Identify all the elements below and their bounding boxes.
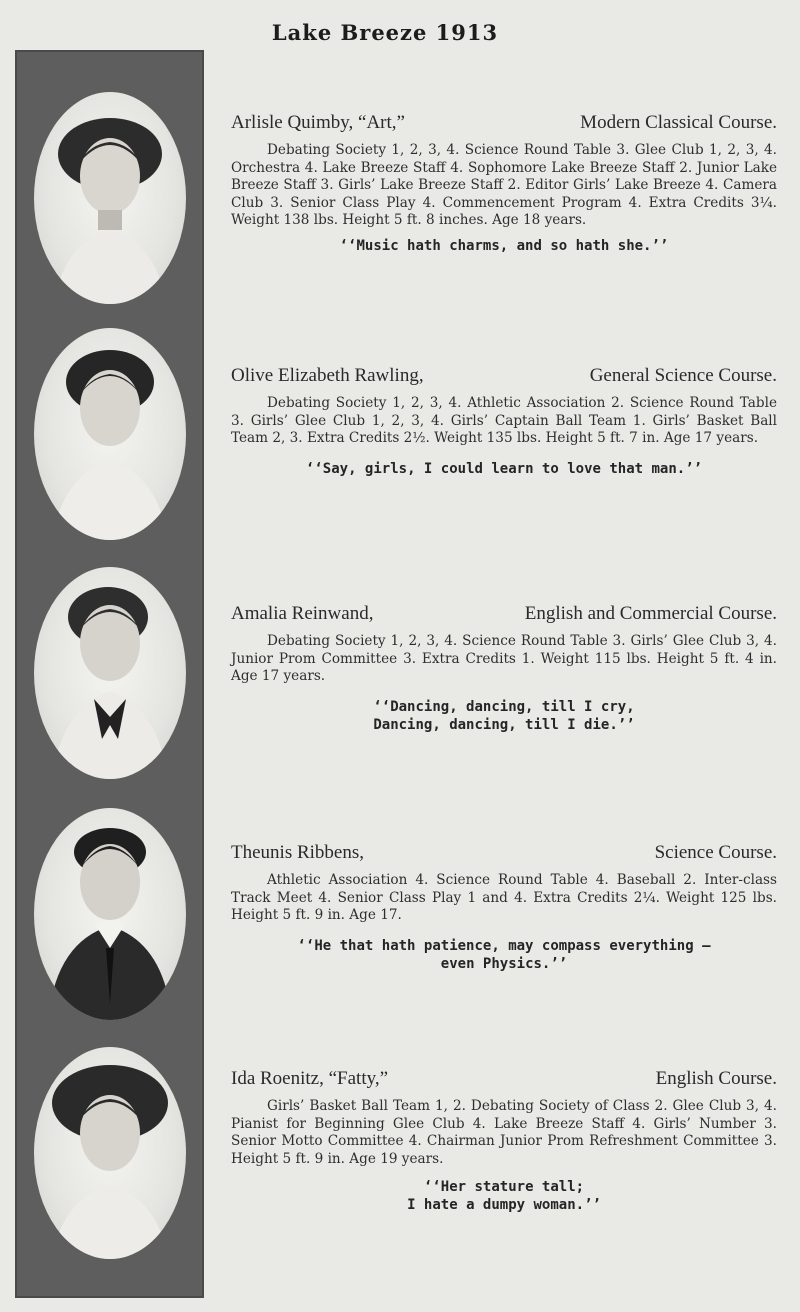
student-course: Modern Classical Course. [580,112,777,133]
student-course: General Science Course. [589,365,777,386]
quote-line: ‘‘Say, girls, I could learn to love that man.’’ [305,460,703,477]
student-entry [231,365,777,478]
portrait-photo-image [34,92,186,304]
student-quote [231,937,777,973]
name-line [231,1068,777,1090]
name-line [231,365,777,387]
quote-line: ‘‘Music hath charms, and so hath she.’’ [339,237,669,254]
student-course: Science Course. [654,842,777,863]
student-quote [231,1178,777,1214]
student-entry [231,1068,777,1214]
page-title: Lake Breeze 1913 [271,20,499,45]
quote-line: I hate a dumpy woman.’’ [407,1197,601,1214]
student-quote [231,460,777,478]
student-course: English and Commercial Course. [524,603,777,624]
quote-line: even Physics.’’ [440,955,568,972]
portrait-photo [34,808,186,1020]
student-details: Debating Society 1, 2, 3, 4. Athletic Association 2. Science Round Table 3. Girls’ Glee Club 1, 2, 3, 4. Girls’ Captain Ball Team 1. Girls’ Basket Ball Team 2, 3. Extra Credits 2½. Weight 135 lbs. Height 5 ft. 7 in. Age 17 years. [231,395,777,447]
student-details: Girls’ Basket Ball Team 1, 2. Debating Society of Class 2. Glee Club 3, 4. Pianist for Beginning Glee Club 4. Lake Breeze Staff 4. Girls’ Number 3. Senior Motto Committee 4. Chairman Junior Prom Refreshment Committee 3. Height 5 ft. 9 in. Age 19 years. [231,1098,777,1167]
portrait-photo [34,1047,186,1259]
student-entry [231,842,777,973]
student-name: Arlisle Quimby, “Art,” [231,112,405,133]
name-line [231,603,777,625]
quote-line: ‘‘He that hath patience, may compass everything — [297,937,711,954]
student-details: Debating Society 1, 2, 3, 4. Science Round Table 3. Glee Club 1, 2, 3, 4. Orchestra 4. Lake Breeze Staff 4. Sophomore Lake Breeze Staff 2. Junior Lake Breeze Staff 3. Girls’ Lake Breeze Staff 2. Editor Girls’ Lake Breeze 4. Camera Club 3. Senior Class Play 4. Commencement Program 4. Extra Credits 3¼. Weight 138 lbs. Height 5 ft. 8 inches. Age 18 years. [231,142,777,229]
student-name: Amalia Reinwand, [231,603,374,624]
student-quote [231,698,777,734]
student-details: Debating Society 1, 2, 3, 4. Science Round Table 3. Girls’ Glee Club 3, 4. Junior Prom Committee 3. Extra Credits 1. Weight 115 lbs. Height 5 ft. 4 in. Age 17 years. [231,633,777,685]
portrait-photo [34,567,186,779]
portrait-photo-image [34,567,186,779]
name-line [231,112,777,134]
student-entry [231,603,777,734]
quote-line: ‘‘Her stature tall; [423,1179,585,1196]
portrait-photo-image [34,1047,186,1259]
portrait-photo-image [34,808,186,1020]
quote-line: Dancing, dancing, till I die.’’ [373,716,635,733]
student-course: English Course. [655,1068,777,1089]
portrait-photo [34,328,186,540]
page-header [0,20,800,45]
quote-line: ‘‘Dancing, dancing, till I cry, [373,698,635,715]
student-name: Theunis Ribbens, [231,842,364,863]
name-line [231,842,777,864]
student-entry [231,112,777,255]
student-name: Ida Roenitz, “Fatty,” [231,1068,389,1089]
portrait-photo [34,92,186,304]
student-name: Olive Elizabeth Rawling, [231,365,424,386]
student-details: Athletic Association 4. Science Round Table 4. Baseball 2. Inter-class Track Meet 4. Senior Class Play 1 and 4. Extra Credits 2¼. Weight 125 lbs. Height 5 ft. 9 in. Age 17. [231,872,777,924]
portrait-photo-image [34,328,186,540]
student-quote [231,237,777,255]
